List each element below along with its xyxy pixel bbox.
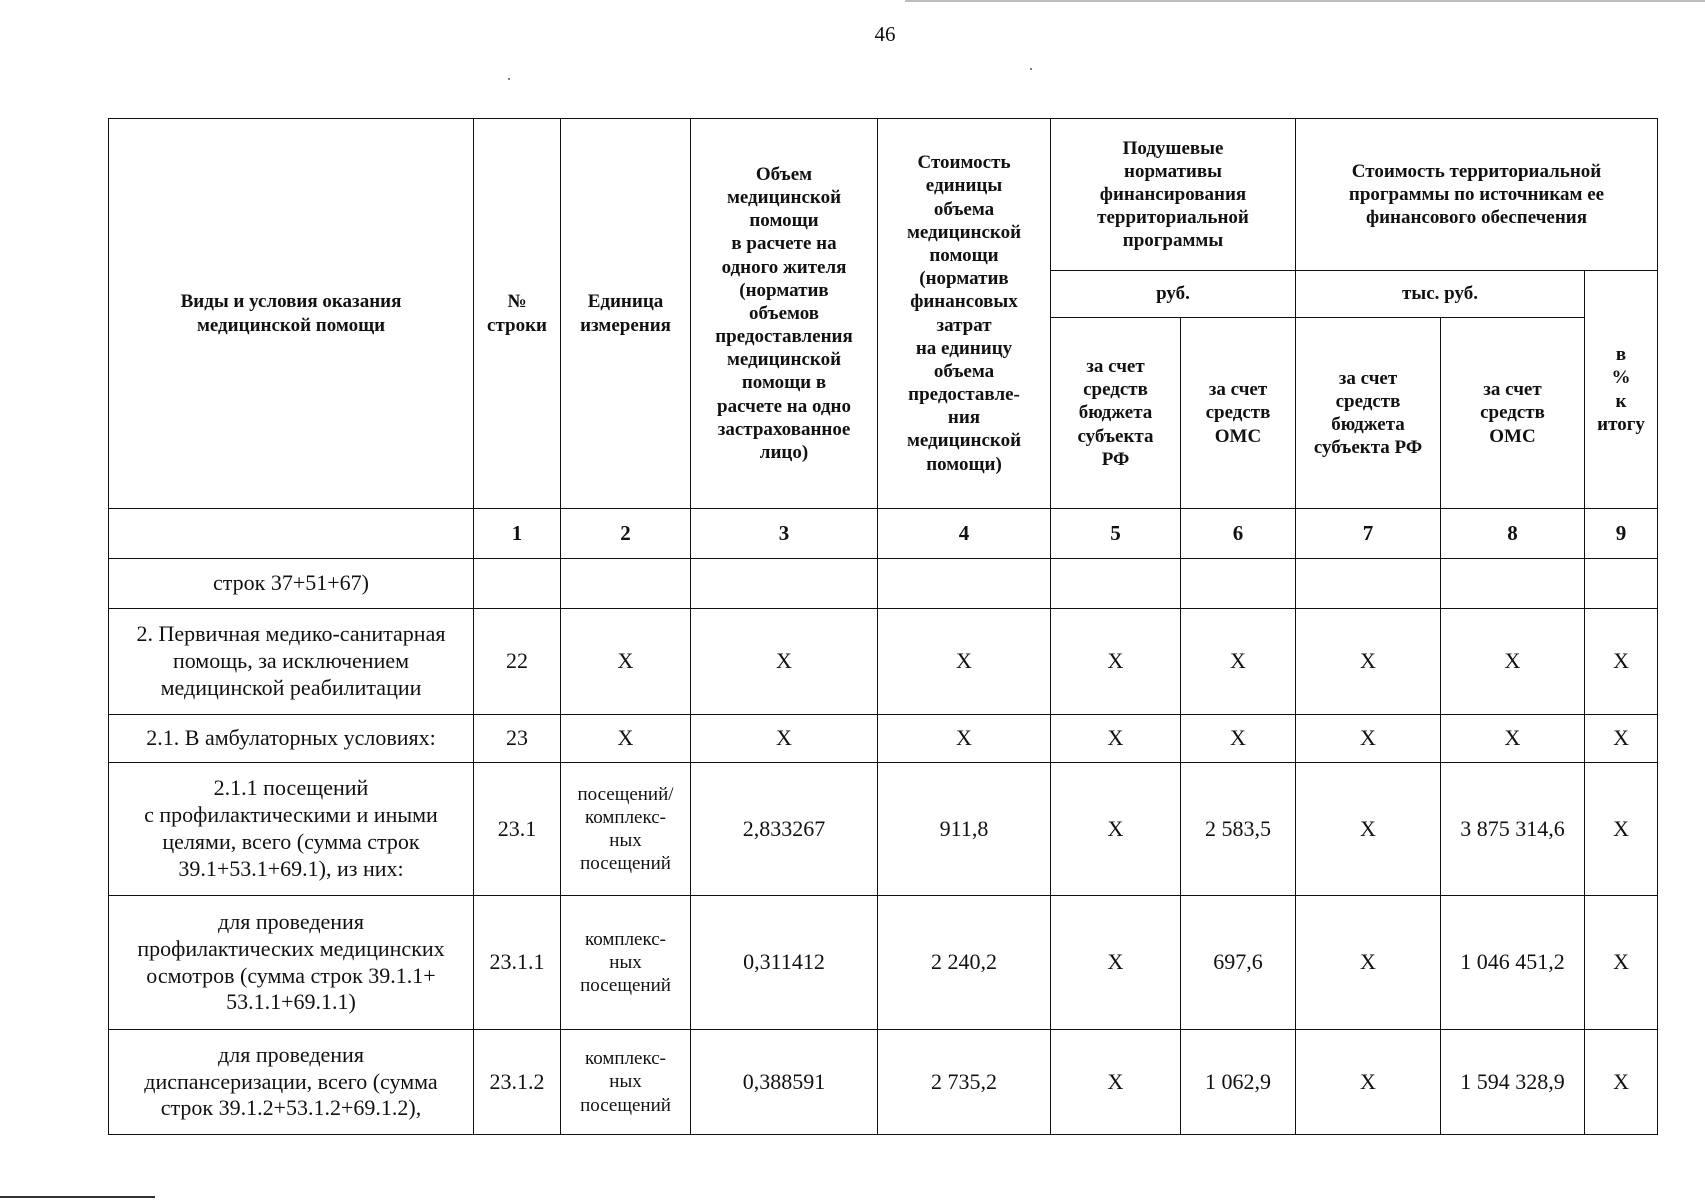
row-oms: Х bbox=[1181, 609, 1296, 715]
column-number bbox=[109, 509, 474, 559]
column-number: 3 bbox=[691, 509, 878, 559]
row-unit: посещений/ комплекс- ных посещений bbox=[561, 763, 691, 896]
column-number: 1 bbox=[474, 509, 561, 559]
row-care-type: 2.1. В амбулаторных условиях: bbox=[109, 715, 474, 763]
row-unit: Х bbox=[561, 715, 691, 763]
row-budget-rf: Х bbox=[1051, 609, 1181, 715]
row-unit-cost: Х bbox=[878, 715, 1051, 763]
row-budget-rf: Х bbox=[1051, 763, 1181, 896]
row-unit-cost: 2 735,2 bbox=[878, 1030, 1051, 1135]
header-budget-rf: за счет средств бюджета субъекта РФ bbox=[1051, 318, 1181, 509]
header-oms: за счет средств ОМС bbox=[1181, 318, 1296, 509]
table-row bbox=[109, 763, 1658, 896]
row-unit: комплекс- ных посещений bbox=[561, 896, 691, 1030]
row-oms-thousands: Х bbox=[1441, 715, 1585, 763]
row-number: 23.1 bbox=[474, 763, 561, 896]
column-number: 2 bbox=[561, 509, 691, 559]
row-oms-thousands: 3 875 314,6 bbox=[1441, 763, 1585, 896]
row-percent bbox=[1585, 559, 1658, 609]
header-row-number: № строки bbox=[474, 119, 561, 509]
row-unit bbox=[561, 559, 691, 609]
row-oms-thousands: 1 046 451,2 bbox=[1441, 896, 1585, 1030]
header-thousand-rub: тыс. руб. bbox=[1296, 271, 1585, 318]
medical-care-table bbox=[108, 118, 1658, 1135]
row-number: 22 bbox=[474, 609, 561, 715]
header-program-cost: Стоимость территориальной программы по источникам ее финансового обеспечения bbox=[1296, 119, 1658, 271]
header-volume: Объем медицинской помощи в расчете на одного жителя (норматив объемов предоставления медицинской помощи в расчете на одно застрахованное лицо) bbox=[691, 119, 878, 509]
row-budget-rf-thousands: Х bbox=[1296, 896, 1441, 1030]
row-care-type: строк 37+51+67) bbox=[109, 559, 474, 609]
row-budget-rf-thousands: Х bbox=[1296, 609, 1441, 715]
header-unit-cost: Стоимость единицы объема медицинской помощи (норматив финансовых затрат на единицу объема предоставле- ния медицинской помощи) bbox=[878, 119, 1051, 509]
row-unit-cost: 911,8 bbox=[878, 763, 1051, 896]
header-rub: руб. bbox=[1051, 271, 1296, 318]
header-oms-thousands: за счет средств ОМС bbox=[1441, 318, 1585, 509]
row-care-type: для проведения профилактических медицинских осмотров (сумма строк 39.1.1+ 53.1.1+69.1.1) bbox=[109, 896, 474, 1030]
row-volume bbox=[691, 559, 878, 609]
row-unit: комплекс- ных посещений bbox=[561, 1030, 691, 1135]
header-care-type: Виды и условия оказания медицинской помощи bbox=[109, 119, 474, 509]
row-number: 23 bbox=[474, 715, 561, 763]
row-budget-rf-thousands: Х bbox=[1296, 763, 1441, 896]
bottom-edge-rule bbox=[0, 1196, 155, 1198]
row-percent: Х bbox=[1585, 715, 1658, 763]
row-oms bbox=[1181, 559, 1296, 609]
row-percent: Х bbox=[1585, 763, 1658, 896]
row-care-type: для проведения диспансеризации, всего (сумма строк 39.1.2+53.1.2+69.1.2), bbox=[109, 1030, 474, 1135]
header-percent-of-total: в % к итогу bbox=[1585, 271, 1658, 509]
row-oms-thousands: Х bbox=[1441, 609, 1585, 715]
row-care-type: 2. Первичная медико-санитарная помощь, за исключением медицинской реабилитации bbox=[109, 609, 474, 715]
row-volume: Х bbox=[691, 715, 878, 763]
table-row bbox=[109, 609, 1658, 715]
header-unit: Единица измерения bbox=[561, 119, 691, 509]
column-number: 4 bbox=[878, 509, 1051, 559]
table-row bbox=[109, 715, 1658, 763]
row-oms-thousands bbox=[1441, 559, 1585, 609]
row-budget-rf: Х bbox=[1051, 896, 1181, 1030]
row-unit: Х bbox=[561, 609, 691, 715]
row-oms: 1 062,9 bbox=[1181, 1030, 1296, 1135]
row-budget-rf-thousands: Х bbox=[1296, 1030, 1441, 1135]
table-row bbox=[109, 896, 1658, 1030]
column-number: 7 bbox=[1296, 509, 1441, 559]
row-budget-rf-thousands bbox=[1296, 559, 1441, 609]
row-unit-cost bbox=[878, 559, 1051, 609]
row-percent: Х bbox=[1585, 1030, 1658, 1135]
column-number: 8 bbox=[1441, 509, 1585, 559]
table-row bbox=[109, 1030, 1658, 1135]
row-care-type: 2.1.1 посещений с профилактическими и иными целями, всего (сумма строк 39.1+53.1+69.1), из них: bbox=[109, 763, 474, 896]
column-number: 6 bbox=[1181, 509, 1296, 559]
row-oms: 697,6 bbox=[1181, 896, 1296, 1030]
row-unit-cost: Х bbox=[878, 609, 1051, 715]
row-oms-thousands: 1 594 328,9 bbox=[1441, 1030, 1585, 1135]
header-per-capita-norms: Подушевые нормативы финансирования территориальной программы bbox=[1051, 119, 1296, 271]
row-budget-rf bbox=[1051, 559, 1181, 609]
column-number: 5 bbox=[1051, 509, 1181, 559]
row-volume: 0,311412 bbox=[691, 896, 878, 1030]
header-budget-rf-thousands: за счет средств бюджета субъекта РФ bbox=[1296, 318, 1441, 509]
row-oms: 2 583,5 bbox=[1181, 763, 1296, 896]
row-percent: Х bbox=[1585, 609, 1658, 715]
scan-speck bbox=[1030, 68, 1032, 70]
row-percent: Х bbox=[1585, 896, 1658, 1030]
row-number: 23.1.2 bbox=[474, 1030, 561, 1135]
top-edge-rule bbox=[905, 0, 1705, 2]
row-unit-cost: 2 240,2 bbox=[878, 896, 1051, 1030]
row-budget-rf: Х bbox=[1051, 1030, 1181, 1135]
row-volume: 0,388591 bbox=[691, 1030, 878, 1135]
row-number: 23.1.1 bbox=[474, 896, 561, 1030]
row-budget-rf-thousands: Х bbox=[1296, 715, 1441, 763]
scan-speck bbox=[508, 78, 510, 80]
row-oms: Х bbox=[1181, 715, 1296, 763]
column-number-row bbox=[109, 509, 1658, 559]
row-volume: 2,833267 bbox=[691, 763, 878, 896]
row-volume: Х bbox=[691, 609, 878, 715]
column-number: 9 bbox=[1585, 509, 1658, 559]
row-number bbox=[474, 559, 561, 609]
row-budget-rf: Х bbox=[1051, 715, 1181, 763]
table-row bbox=[109, 559, 1658, 609]
page-number: 46 bbox=[874, 22, 896, 46]
